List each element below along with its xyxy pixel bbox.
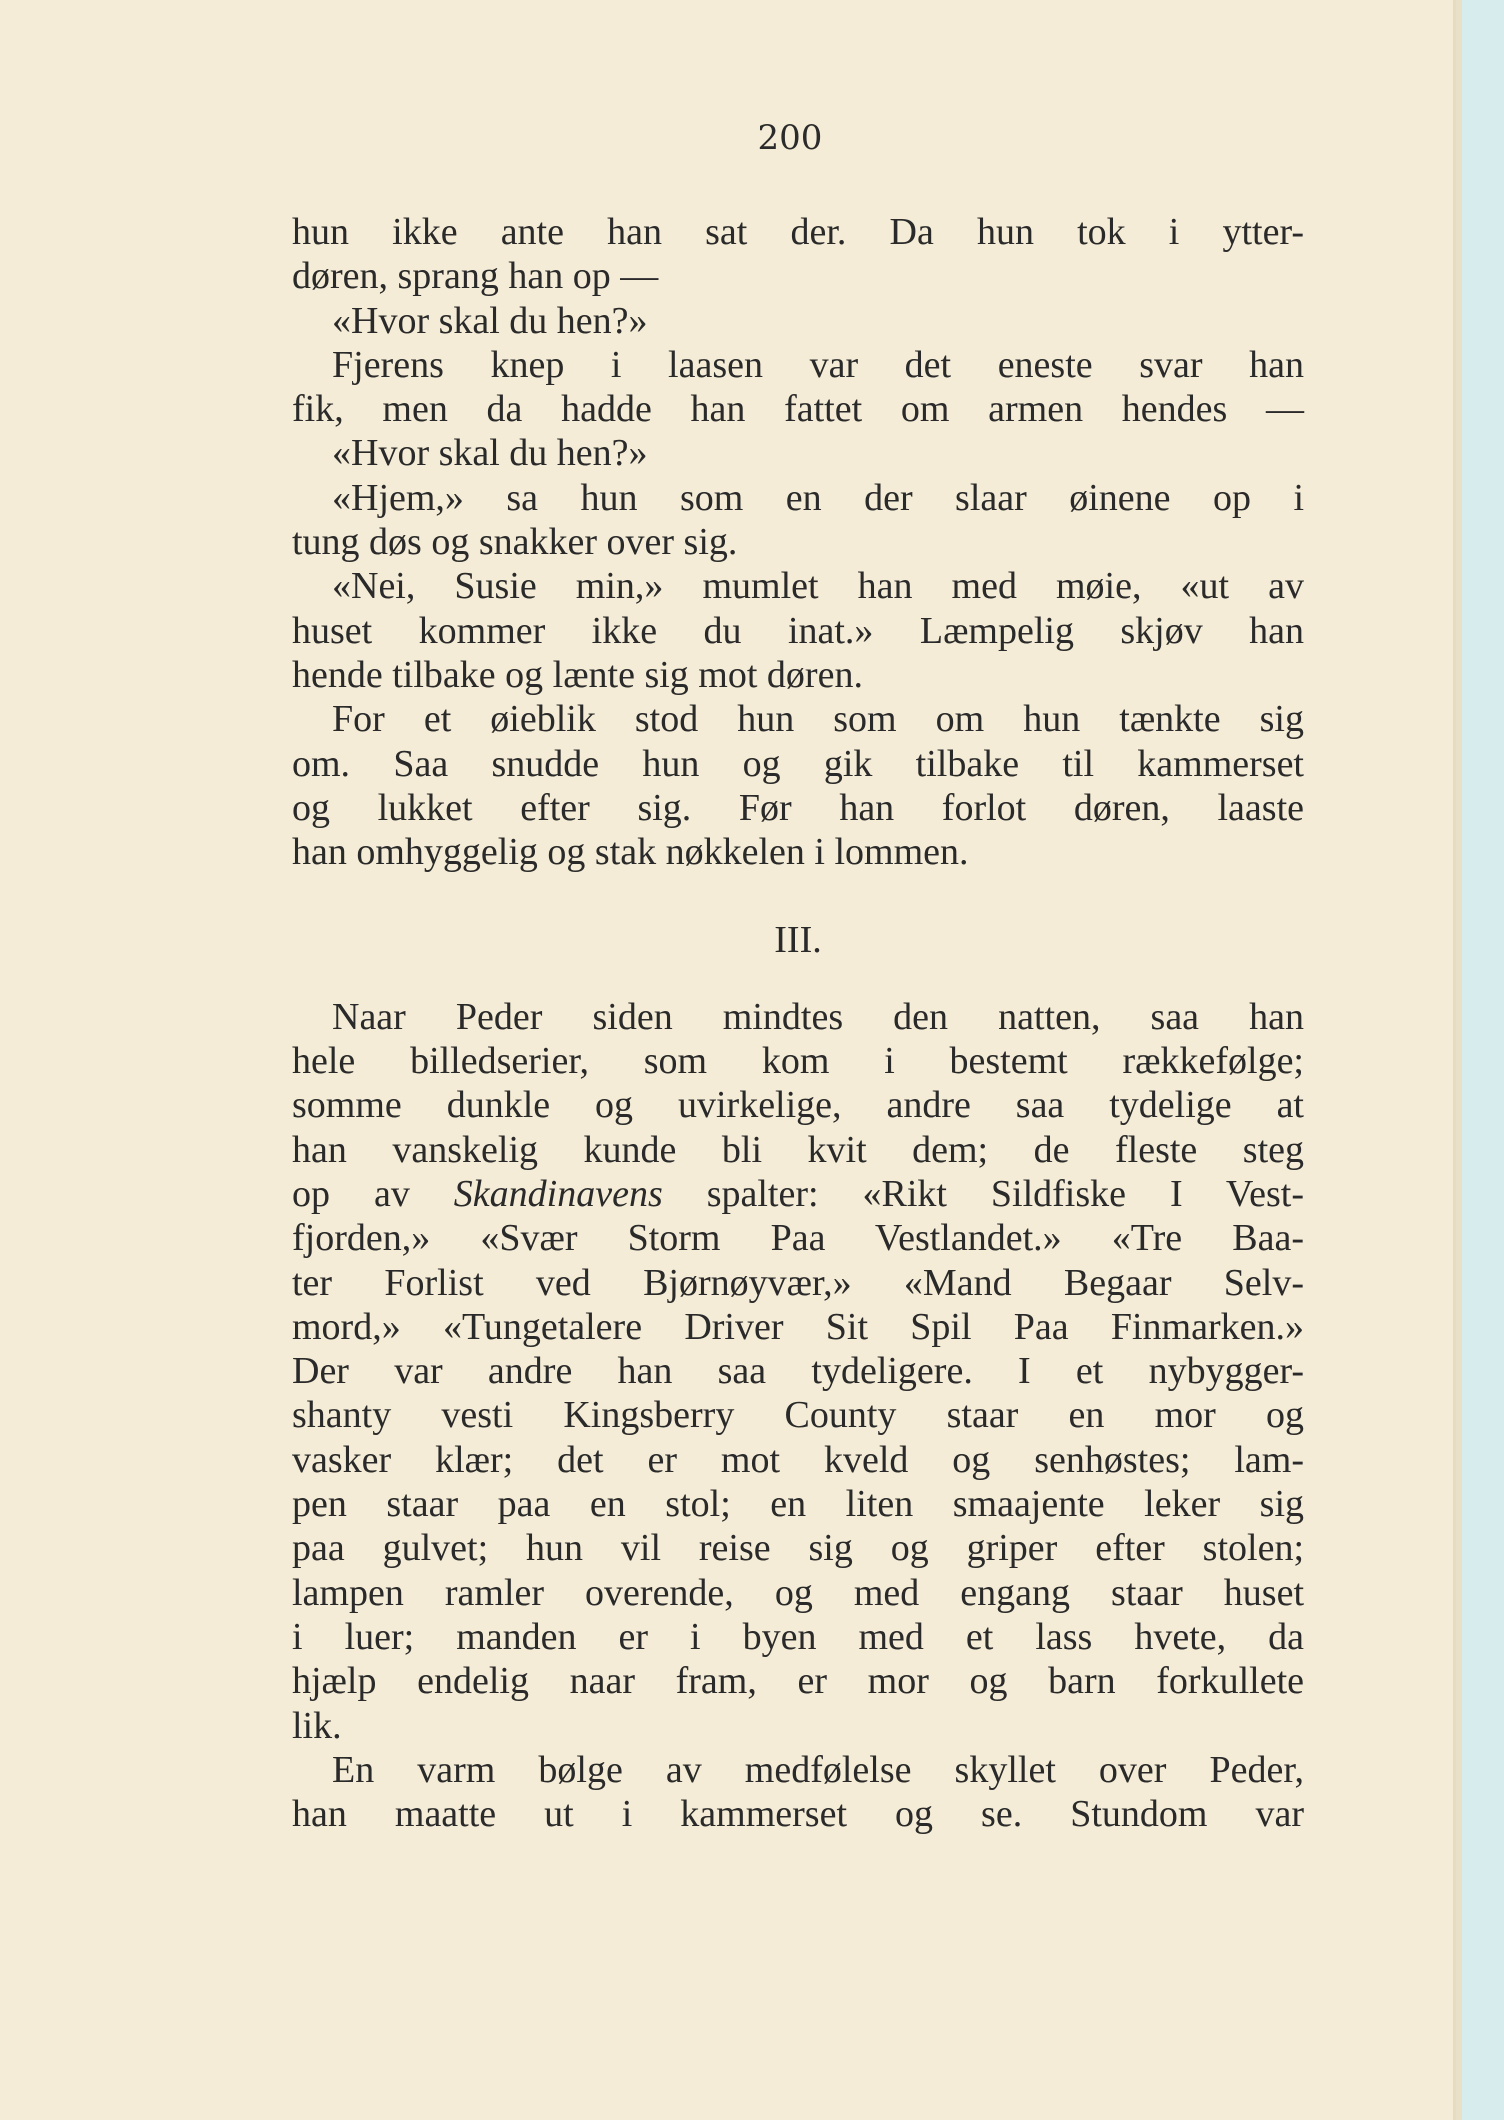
- text-fragment: spalter: «Rikt Sildfiske I Vest-: [662, 1172, 1304, 1215]
- section-heading: III.: [774, 919, 822, 962]
- page-number: 200: [757, 118, 823, 158]
- text-line: og lukket efter sig. Før han forlot døren, laaste: [292, 786, 1304, 829]
- text-before-section: [292, 210, 1304, 874]
- text-line: hjælp endelig naar fram, er mor og barn forkullete: [292, 1660, 1304, 1703]
- text-after-section: [292, 995, 1304, 1837]
- text-line: lik.: [292, 1704, 342, 1747]
- text-line: Der var andre han saa tydeligere. I et nybygger-: [292, 1350, 1304, 1393]
- text-line: ter Forlist ved Bjørnøyvær,» «Mand Begaar Selv-: [292, 1261, 1304, 1304]
- text-line: han vanskelig kunde bli kvit dem; de fleste steg: [292, 1128, 1304, 1171]
- text-line: pen staar paa en stol; en liten smaajente leker sig: [292, 1483, 1304, 1526]
- text-line: vasker klær; det er mot kveld og senhøstes; lam-: [292, 1438, 1304, 1481]
- text-fragment: op av: [292, 1172, 454, 1215]
- body-text: [292, 210, 1304, 1836]
- text-line: «Nei, Susie min,» mumlet han med møie, «ut av: [332, 565, 1304, 608]
- text-line: paa gulvet; hun vil reise sig og griper efter stolen;: [292, 1527, 1304, 1570]
- text-line: «Hjem,» sa hun som en der slaar øinene op i: [332, 476, 1304, 519]
- text-line: For et øieblik stod hun som om hun tænkte sig: [332, 698, 1304, 741]
- text-line: hele billedserier, som kom i bestemt rækkefølge;: [292, 1040, 1304, 1083]
- text-line: [292, 1172, 1304, 1216]
- text-line: «Hvor skal du hen?»: [332, 299, 648, 342]
- text-line: mord,» «Tungetalere Driver Sit Spil Paa Finmarken.»: [292, 1305, 1304, 1348]
- text-line: fjorden,» «Svær Storm Paa Vestlandet.» «Tre Baa-: [292, 1217, 1304, 1260]
- text-line: døren, sprang han op —: [292, 255, 659, 298]
- italic-title: Skandinavens: [453, 1172, 663, 1215]
- text-line: somme dunkle og uvirkelige, andre saa tydelige at: [292, 1084, 1304, 1127]
- text-line: hende tilbake og lænte sig mot døren.: [292, 653, 863, 696]
- page-edge: [1456, 0, 1462, 2120]
- text-line: hun ikke ante han sat der. Da hun tok i ytter-: [292, 211, 1304, 253]
- text-line: Naar Peder siden mindtes den natten, saa han: [332, 995, 1304, 1038]
- text-line: Fjerens knep i laasen var det eneste svar han: [332, 343, 1304, 386]
- text-line: fik, men da hadde han fattet om armen hendes —: [292, 388, 1304, 431]
- text-line: i luer; manden er i byen med et lass hvete, da: [292, 1615, 1304, 1658]
- text-line: «Hvor skal du hen?»: [332, 432, 648, 475]
- text-line: han omhyggelig og stak nøkkelen i lommen.: [292, 831, 969, 874]
- text-line: shanty vesti Kingsberry County staar en mor og: [292, 1394, 1304, 1437]
- text-line: huset kommer ikke du inat.» Læmpelig skjøv han: [292, 609, 1304, 652]
- text-line: En varm bølge av medfølelse skyllet over Peder,: [332, 1748, 1304, 1791]
- text-line: han maatte ut i kammerset og se. Stundom var: [292, 1793, 1304, 1836]
- text-line: om. Saa snudde hun og gik tilbake til kammerset: [292, 742, 1304, 785]
- text-line: lampen ramler overende, og med engang staar huset: [292, 1571, 1304, 1614]
- text-line: tung døs og snakker over sig.: [292, 521, 738, 564]
